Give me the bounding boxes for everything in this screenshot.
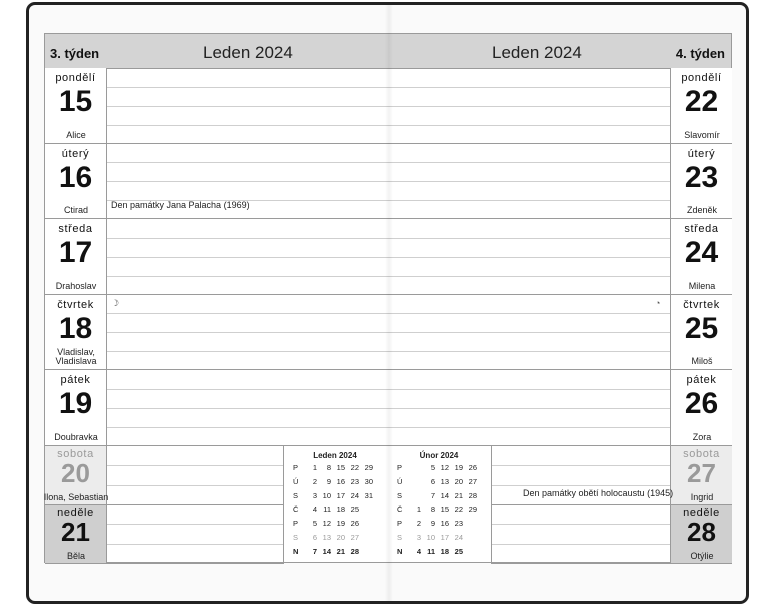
day-number: 24 — [684, 236, 719, 269]
weekday-name: pondělí — [55, 72, 96, 84]
month-title-left: Leden 2024 — [203, 43, 293, 62]
mini-calendar-date: 22 — [454, 504, 463, 514]
mini-calendar-date: 5 — [312, 518, 317, 528]
mini-calendar-daylabel: P — [293, 462, 299, 472]
day-cell-left-0 — [45, 68, 107, 144]
mini-calendar-date: 19 — [336, 518, 345, 528]
mini-calendar-daylabel: Ú — [293, 476, 299, 486]
day-number: 22 — [684, 85, 719, 118]
mini-calendar-row — [397, 532, 481, 544]
mini-calendar-date: 5 — [430, 462, 435, 472]
nameday: Zora — [692, 431, 712, 442]
mini-calendar-date: 12 — [440, 462, 449, 472]
holiday-note: Den památky Jana Palacha (1969) — [111, 199, 250, 210]
weekday-name: úterý — [61, 147, 90, 160]
weekday-name: pátek — [60, 374, 91, 386]
day-cell-right-6 — [670, 505, 732, 564]
day-number: 28 — [687, 516, 716, 547]
mini-calendar-date: 11 — [427, 546, 435, 556]
mini-calendar-daylabel: N — [397, 546, 403, 556]
mini-calendar-date: 9 — [326, 476, 331, 486]
writing-line — [491, 485, 670, 486]
weekday-name: sobota — [57, 447, 94, 460]
mini-calendar-date: 8 — [430, 504, 435, 514]
mini-calendar-date: 26 — [468, 462, 477, 472]
day-cell-right-4 — [670, 370, 732, 446]
mini-calendar-date: 10 — [322, 490, 331, 500]
mini-calendar-title: Leden 2024 — [313, 450, 357, 460]
day-cell-right-3 — [670, 295, 732, 371]
weekday-name: úterý — [687, 147, 716, 160]
mini-calendar-row — [293, 546, 377, 558]
mini-calendar-row — [293, 476, 377, 488]
mini-calendar-row — [293, 504, 377, 516]
nameday: Ilona, Sebastian — [43, 491, 109, 502]
month-title-right: Leden 2024 — [492, 43, 582, 62]
mini-calendar-date: 27 — [468, 476, 477, 486]
weekday-name: středa — [684, 223, 719, 235]
mini-calendar-date: 1 — [312, 462, 317, 472]
nameday: Otýlie — [690, 550, 714, 561]
weekday-name: čtvrtek — [57, 298, 94, 311]
mini-calendar-date: 7 — [312, 546, 317, 556]
mini-calendar-daylabel: S — [293, 532, 299, 542]
day-number: 18 — [58, 311, 93, 345]
mini-calendar-date: 11 — [323, 504, 331, 514]
mini-calendar-date: 7 — [430, 490, 435, 500]
mini-calendar-date: 6 — [430, 476, 435, 486]
writing-line — [107, 465, 283, 466]
moon-phase-icon: ◔ — [655, 297, 661, 308]
mini-calendar-date: 30 — [364, 476, 373, 486]
mini-calendar-date: 17 — [336, 490, 345, 500]
nameday: Zdeněk — [686, 205, 718, 215]
writing-line — [107, 485, 283, 486]
day-separator — [491, 563, 670, 564]
mini-calendar-daylabel: P — [397, 462, 403, 472]
day-separator — [491, 504, 670, 505]
mini-calendar-daylabel: S — [397, 532, 403, 542]
day-number: 16 — [58, 160, 93, 194]
mini-calendar-date: 2 — [312, 476, 317, 486]
mini-calendar-row — [293, 490, 377, 502]
mini-calendar-daylabel: Ú — [397, 476, 403, 486]
mini-calendar-date: 18 — [336, 504, 345, 514]
mini-calendar-date: 6 — [312, 532, 317, 542]
mini-calendar-date: 20 — [336, 532, 345, 542]
nameday: Běla — [66, 550, 85, 561]
page-spine — [385, 5, 393, 601]
planner-spread — [26, 2, 749, 604]
day-number: 19 — [58, 387, 93, 420]
mini-calendar-date: 27 — [350, 532, 359, 542]
mini-calendar-date: 2 — [416, 518, 421, 528]
mini-calendar-date: 24 — [454, 532, 463, 542]
mini-calendar-date: 4 — [312, 504, 317, 514]
mini-calendar-row — [397, 462, 481, 474]
day-separator — [107, 504, 283, 505]
day-number: 21 — [61, 516, 90, 547]
mini-calendar-row — [397, 518, 481, 530]
weekday-name: čtvrtek — [683, 298, 720, 311]
mini-calendar-date: 31 — [364, 490, 373, 500]
weekday-name: pátek — [686, 374, 717, 386]
day-cell-right-0 — [670, 68, 732, 144]
mini-calendar-date: 16 — [440, 518, 449, 528]
mini-calendar-date: 14 — [440, 490, 449, 500]
mini-calendar-row — [397, 546, 481, 558]
day-cell-left-6 — [45, 505, 107, 564]
weekday-name: středa — [58, 223, 93, 235]
mini-calendar — [389, 446, 489, 564]
mini-calendar-daylabel: P — [397, 518, 403, 528]
mini-calendar-date: 4 — [416, 546, 421, 556]
nameday: Alice — [66, 129, 86, 140]
writing-line — [491, 544, 670, 545]
mini-calendar-row — [293, 532, 377, 544]
nameday: Ingrid — [690, 491, 714, 502]
writing-line — [491, 524, 670, 525]
day-number: 15 — [58, 85, 93, 118]
weekday-name: pondělí — [681, 72, 722, 84]
mini-calendar-daylabel: Č — [397, 504, 403, 514]
mini-calendar-date: 20 — [454, 476, 463, 486]
mini-calendar-daylabel: S — [293, 490, 299, 500]
mini-calendar-date: 15 — [440, 504, 449, 514]
week-label-right: 4. týden — [675, 46, 725, 61]
mini-calendar-title: Únor 2024 — [419, 450, 459, 460]
day-number: 26 — [684, 387, 719, 420]
mini-calendar-date: 22 — [350, 462, 359, 472]
mini-calendar-date: 3 — [416, 532, 421, 542]
weekday-name: neděle — [57, 506, 94, 519]
mini-calendar-row — [293, 518, 377, 530]
day-cell-right-5 — [670, 446, 732, 505]
mini-calendar-date: 16 — [336, 476, 345, 486]
mini-calendar-date: 23 — [454, 518, 463, 528]
day-cell-left-3 — [45, 295, 107, 371]
day-cell-right-2 — [670, 219, 732, 295]
mini-calendar-date: 10 — [426, 532, 435, 542]
mini-calendar-date: 1 — [416, 504, 421, 514]
mini-calendar-date: 3 — [312, 490, 317, 500]
mini-calendar-date: 18 — [440, 546, 449, 556]
mini-calendar-date: 23 — [350, 476, 359, 486]
mini-calendar-date: 21 — [336, 546, 345, 556]
holiday-note: Den památky obětí holocaustu (1945) — [523, 487, 674, 498]
mini-calendar-date: 26 — [350, 518, 359, 528]
writing-line — [107, 524, 283, 525]
mini-calendar-border — [283, 446, 284, 564]
nameday: Vladislav, Vladislava — [55, 347, 97, 366]
mini-calendar-daylabel: S — [397, 490, 403, 500]
mini-calendar-daylabel: Č — [293, 504, 299, 514]
mini-calendar-date: 13 — [322, 532, 331, 542]
mini-calendar-row — [293, 462, 377, 474]
mini-calendar-date: 17 — [440, 532, 449, 542]
mini-calendar-date: 25 — [350, 504, 359, 514]
mini-calendar-date: 29 — [364, 462, 373, 472]
mini-calendar-date: 21 — [454, 490, 463, 500]
mini-calendar-date: 29 — [468, 504, 477, 514]
mini-calendar-date: 28 — [350, 546, 359, 556]
mini-calendar — [285, 446, 385, 564]
mini-calendar-date: 8 — [326, 462, 331, 472]
writing-line — [491, 465, 670, 466]
mini-calendar-date: 15 — [336, 462, 345, 472]
nameday: Doubravka — [54, 431, 98, 442]
mini-calendar-border — [491, 446, 492, 564]
day-number: 25 — [684, 311, 719, 345]
nameday: Miloš — [691, 356, 713, 366]
mini-calendar-date: 9 — [430, 518, 435, 528]
mini-calendar-date: 13 — [440, 476, 449, 486]
nameday: Slavomír — [684, 129, 720, 140]
nameday: Ctirad — [63, 205, 88, 215]
mini-calendar-daylabel: N — [293, 546, 299, 556]
weekday-name: neděle — [683, 506, 720, 519]
day-number: 27 — [687, 457, 716, 488]
mini-calendar-date: 28 — [468, 490, 477, 500]
mini-calendar-row — [397, 490, 481, 502]
mini-calendar-date: 14 — [322, 546, 331, 556]
nameday: Drahoslav — [55, 280, 97, 291]
week-label-left: 3. týden — [50, 46, 100, 61]
day-cell-left-4 — [45, 370, 107, 446]
day-number: 23 — [684, 160, 719, 194]
day-cell-left-5 — [45, 446, 107, 505]
day-cell-left-2 — [45, 219, 107, 295]
mini-calendar-row — [397, 476, 481, 488]
day-separator — [107, 563, 283, 564]
day-cell-right-1 — [670, 144, 732, 220]
day-cell-left-1 — [45, 144, 107, 220]
mini-calendar-date: 25 — [454, 546, 463, 556]
writing-line — [107, 544, 283, 545]
moon-phase-icon: ☽ — [111, 297, 120, 308]
day-number: 17 — [58, 236, 93, 269]
nameday: Milena — [688, 280, 716, 291]
day-number: 20 — [61, 457, 90, 488]
mini-calendar-date: 12 — [322, 518, 331, 528]
weekday-name: sobota — [683, 447, 720, 460]
mini-calendar-row — [397, 504, 481, 516]
mini-calendar-date: 19 — [454, 462, 463, 472]
mini-calendar-daylabel: P — [293, 518, 299, 528]
mini-calendar-date: 24 — [350, 490, 359, 500]
